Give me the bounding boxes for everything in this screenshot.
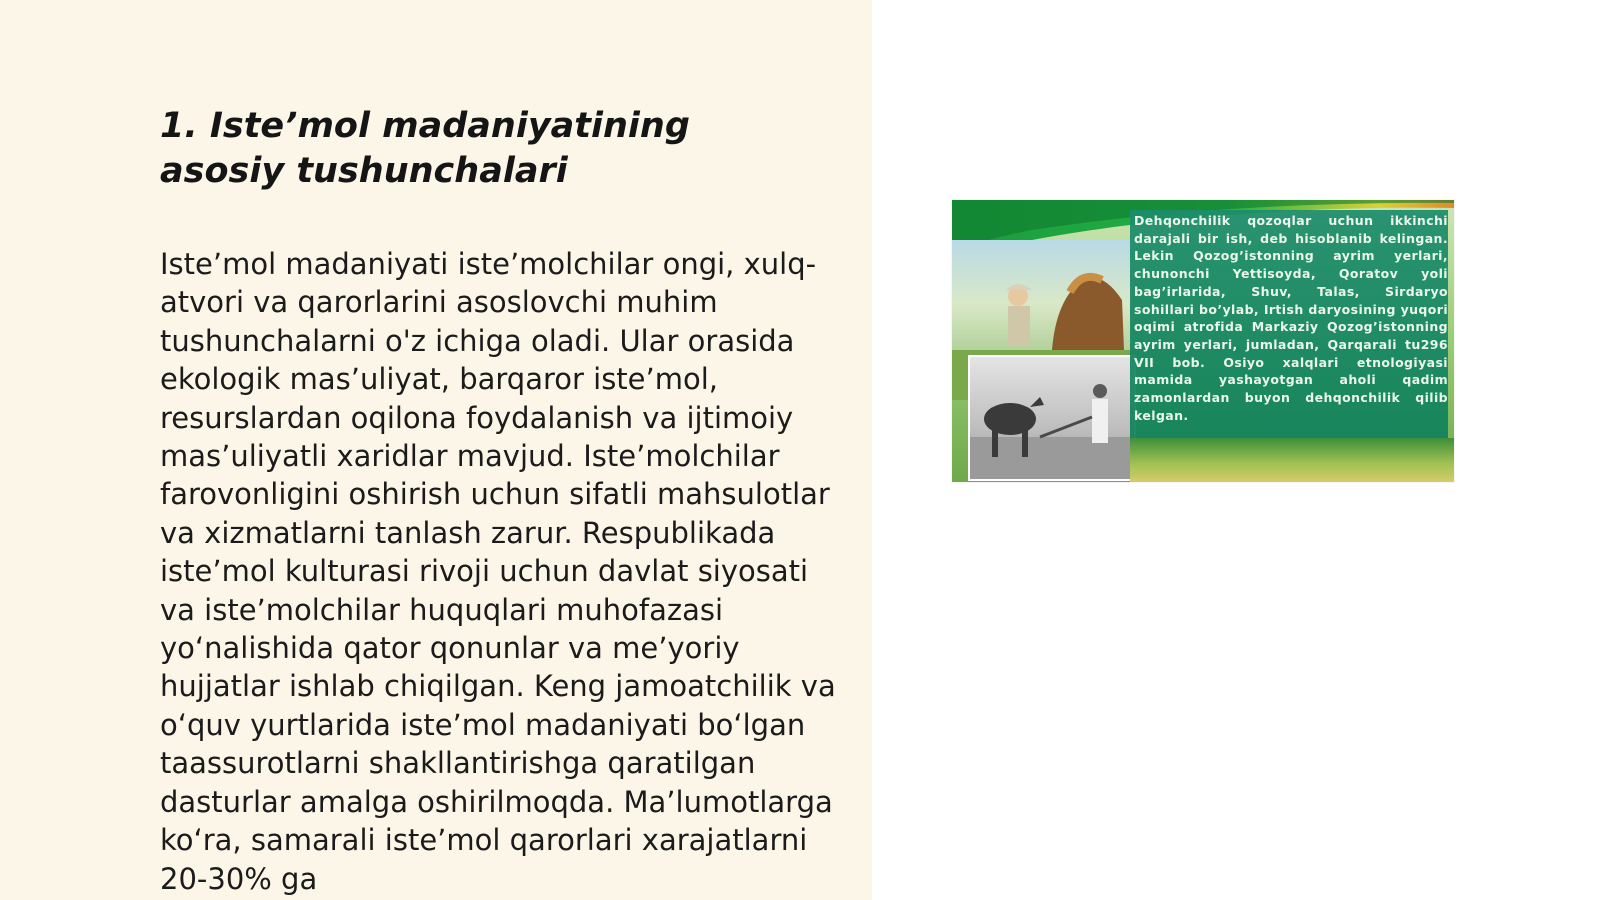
image-caption-text: Dehqonchilik qozoqlar uchun ikkinchi darajali bir ish, deb hisoblanib kelingan. Lekin Qozog’istonning ayrim yerlari, chunonchi Yettisoyda, Qoratov yoli bag’irlarida, Shuv, Talas, Sirdaryo sohillari bo’ylab, Irtish daryosining yuqori oqimi atrofida Markaziy Qozog’istonning ayrim yerlari, jumladan, Qarqarali tu296 VII bob. Osiyo xalqlari etnologiyasi mamida yashayotgan aholi qadim zamonlardan buyon dehqonchilik qilib kelgan.	[1134, 213, 1449, 423]
historic-plowing-photo	[968, 355, 1136, 481]
illustration-image	[952, 200, 1454, 482]
slide-body-text: Iste’mol madaniyati iste’molchilar ongi, xulq-atvori va qarorlarini asoslovchi muhim tushunchalarni o'z ichiga oladi. Ular orasida ekologik mas’uliyat, barqaror iste’mol, resurslardan oqilona foydalanish va ijtimoiy mas’uliyatli xaridlar mavjud. Iste’molchilar farovonligini oshirish uchun sifatli mahsulotlar va xizmatlarni tanlash zarur. Respublikada iste’mol kulturasi rivoji uchun davlat siyosati va iste’molchilar huquqlari muhofazasi yo‘nalishida qator qonunlar va me’yoriy hujjatlar ishlab chiqilgan. Keng jamoatchilik va o‘quv yurtlarida iste’mol madaniyati bo‘lgan taassurotlarni shakllantirishga qaratilgan dasturlar amalga oshirilmoqda. Ma’lumotlarga ko‘ra, samarali iste’mol qarorlari xarajatlarni 20-30% ga	[160, 247, 836, 896]
slide-title: 1. Iste’mol madaniyatining asosiy tushunchalari	[160, 106, 690, 191]
grass-strip	[1130, 438, 1454, 482]
plowing-illustration	[970, 357, 1134, 479]
